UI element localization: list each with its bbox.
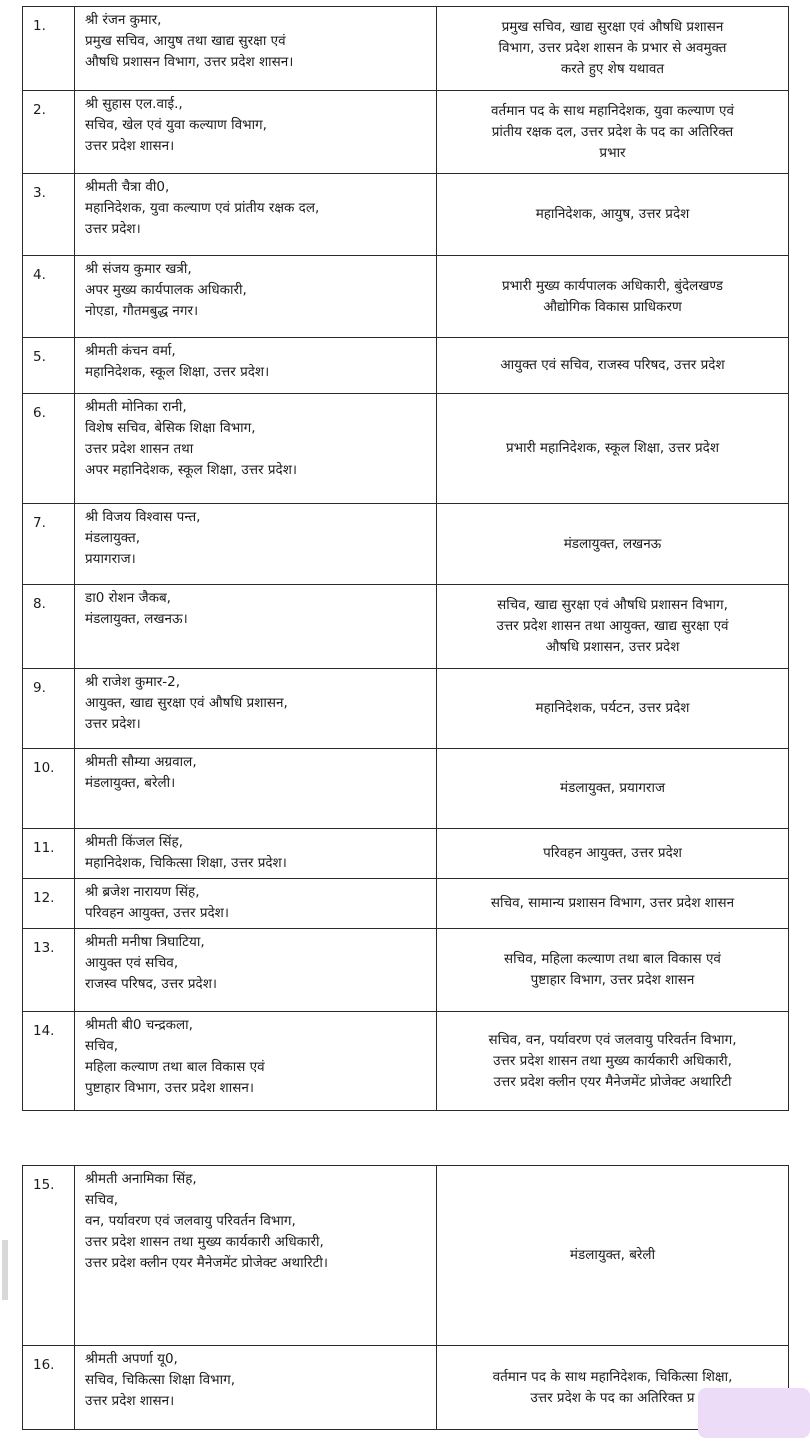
new-post-cell [437, 1012, 789, 1111]
new-post-line: परिवहन आयुक्त, उत्तर प्रदेश [543, 845, 682, 861]
new-post-line: सचिव, महिला कल्याण तथा बाल विकास एवं [504, 951, 721, 967]
current-post-line: श्री संजय कुमार खत्री, [85, 261, 192, 277]
new-post-line: आयुक्त एवं सचिव, राजस्व परिषद, उत्तर प्रदेश [500, 357, 725, 373]
serial-number: 1. [23, 7, 75, 91]
current-post-cell [75, 91, 437, 174]
new-post-cell [437, 1166, 789, 1346]
new-post-cell [437, 174, 789, 256]
new-post-line: उत्तर प्रदेश के पद का अतिरिक्त प्र [530, 1389, 695, 1406]
transfer-table-part-2 [22, 1165, 789, 1430]
current-post-line: अपर महानिदेशक, स्कूल शिक्षा, उत्तर प्रदेश। [85, 462, 298, 478]
serial-number: 11. [23, 829, 75, 879]
current-post-line: अपर मुख्य कार्यपालक अधिकारी, [85, 282, 247, 298]
current-post-line: आयुक्त एवं सचिव, [85, 955, 179, 971]
new-post-line: पुष्टाहार विभाग, उत्तर प्रदेश शासन [530, 972, 695, 988]
serial-number: 5. [23, 338, 75, 394]
current-post-line: डा0 रोशन जैकब, [85, 590, 171, 606]
current-post-cell [75, 394, 437, 504]
table-row [23, 669, 789, 749]
serial-number: 14. [23, 1012, 75, 1111]
current-post-line: श्रीमती मोनिका रानी, [85, 399, 187, 415]
serial-number: 7. [23, 504, 75, 585]
current-post-cell [75, 749, 437, 829]
current-post-cell [75, 1166, 437, 1346]
new-post-line: उत्तर प्रदेश शासन तथा मुख्य कार्यकारी अधिकारी, [493, 1052, 732, 1069]
current-post-cell [75, 7, 437, 91]
current-post-line: उत्तर प्रदेश। [85, 716, 141, 732]
current-post-line: उत्तर प्रदेश शासन। [85, 1393, 175, 1409]
new-post-cell [437, 394, 789, 504]
current-post-line: श्रीमती बी0 चन्द्रकला, [85, 1017, 193, 1033]
current-post-line: श्री सुहास एल.वाई., [85, 96, 183, 112]
page-edge-mark [2, 1240, 8, 1300]
current-post-line: सचिव, [85, 1038, 118, 1054]
new-post-line: उत्तर प्रदेश क्लीन एयर मैनेजमेंट प्रोजेक्ट अथारिटी [493, 1073, 732, 1090]
current-post-line: मंडलायुक्त, बरेली। [85, 775, 176, 791]
table-row [23, 174, 789, 256]
new-post-line: औद्योगिक विकास प्राधिकरण [543, 298, 682, 315]
table-row [23, 504, 789, 585]
current-post-line: उत्तर प्रदेश शासन तथा मुख्य कार्यकारी अधिकारी, [85, 1234, 324, 1250]
serial-number: 6. [23, 394, 75, 504]
table-row [23, 256, 789, 338]
current-post-line: श्री रंजन कुमार, [85, 12, 162, 28]
current-post-cell [75, 1346, 437, 1430]
new-post-line: महानिदेशक, पर्यटन, उत्तर प्रदेश [535, 700, 690, 716]
new-post-line: करते हुए शेष यथावत [560, 61, 665, 77]
current-post-line: परिवहन आयुक्त, उत्तर प्रदेश। [85, 905, 229, 921]
current-post-cell [75, 929, 437, 1012]
new-post-cell [437, 256, 789, 338]
current-post-line: महिला कल्याण तथा बाल विकास एवं [85, 1059, 265, 1075]
new-post-line: वर्तमान पद के साथ महानिदेशक, चिकित्सा शिक्षा, [492, 1368, 733, 1385]
new-post-line: मंडलायुक्त, लखनऊ [563, 535, 662, 552]
table-row [23, 929, 789, 1012]
new-post-line: सचिव, वन, पर्यावरण एवं जलवायु परिवर्तन विभाग, [488, 1031, 737, 1048]
current-post-cell [75, 1012, 437, 1111]
table-row [23, 1346, 789, 1430]
table-row [23, 394, 789, 504]
highlight-smudge [698, 1388, 810, 1438]
current-post-line: प्रयागराज। [85, 551, 136, 567]
current-post-line: उत्तर प्रदेश। [85, 221, 141, 237]
new-post-cell [437, 929, 789, 1012]
serial-number: 2. [23, 91, 75, 174]
new-post-line: विभाग, उत्तर प्रदेश शासन के प्रभार से अवमुक्त [498, 40, 727, 56]
table-row [23, 91, 789, 174]
current-post-line: श्री ब्रजेश नारायण सिंह, [85, 884, 200, 900]
serial-number: 8. [23, 585, 75, 669]
current-post-line: श्रीमती मनीषा त्रिघाटिया, [85, 934, 205, 950]
new-post-line: वर्तमान पद के साथ महानिदेशक, युवा कल्याण एवं [491, 102, 734, 119]
current-post-line: महानिदेशक, स्कूल शिक्षा, उत्तर प्रदेश। [85, 364, 270, 380]
current-post-line: महानिदेशक, चिकित्सा शिक्षा, उत्तर प्रदेश। [85, 855, 287, 871]
current-post-line: सचिव, खेल एवं युवा कल्याण विभाग, [85, 117, 267, 133]
current-post-line: सचिव, [85, 1192, 118, 1208]
new-post-line: प्रभारी मुख्य कार्यपालक अधिकारी, बुंदेलखण्ड [501, 277, 724, 294]
current-post-cell [75, 879, 437, 929]
current-post-cell [75, 585, 437, 669]
new-post-cell [437, 829, 789, 879]
current-post-line: श्रीमती अनामिका सिंह, [85, 1171, 197, 1187]
current-post-line: उत्तर प्रदेश क्लीन एयर मैनेजमेंट प्रोजेक्ट अथारिटी। [85, 1255, 329, 1271]
serial-number: 4. [23, 256, 75, 338]
new-post-line: उत्तर प्रदेश शासन तथा आयुक्त, खाद्य सुरक्षा एवं [496, 618, 729, 634]
new-post-line: सचिव, सामान्य प्रशासन विभाग, उत्तर प्रदेश शासन [490, 895, 735, 911]
table-row [23, 879, 789, 929]
current-post-line: नोएडा, गौतमबुद्ध नगर। [85, 303, 199, 319]
new-post-cell [437, 749, 789, 829]
current-post-line: वन, पर्यावरण एवं जलवायु परिवर्तन विभाग, [85, 1213, 296, 1229]
current-post-line: श्रीमती चैत्रा वी0, [85, 179, 170, 195]
new-post-line: प्रभार [599, 144, 626, 161]
new-post-cell [437, 7, 789, 91]
new-post-cell [437, 585, 789, 669]
new-post-cell [437, 504, 789, 585]
current-post-line: उत्तर प्रदेश शासन तथा [85, 441, 194, 457]
table-row [23, 1012, 789, 1111]
new-post-line: प्रभारी महानिदेशक, स्कूल शिक्षा, उत्तर प्रदेश [505, 440, 720, 456]
table-row [23, 7, 789, 91]
current-post-line: आयुक्त, खाद्य सुरक्षा एवं औषधि प्रशासन, [85, 695, 288, 711]
current-post-line: सचिव, चिकित्सा शिक्षा विभाग, [85, 1372, 236, 1388]
new-post-cell [437, 669, 789, 749]
table-row [23, 749, 789, 829]
serial-number: 10. [23, 749, 75, 829]
current-post-cell [75, 669, 437, 749]
current-post-line: श्रीमती कंचन वर्मा, [85, 343, 176, 359]
new-post-line: मंडलायुक्त, बरेली [569, 1247, 656, 1263]
new-post-line: प्रांतीय रक्षक दल, उत्तर प्रदेश के पद का अतिरिक्त [491, 123, 734, 140]
new-post-line: सचिव, खाद्य सुरक्षा एवं औषधि प्रशासन विभाग, [497, 597, 728, 613]
new-post-cell [437, 91, 789, 174]
current-post-line: श्री विजय विश्वास पन्त, [85, 509, 201, 525]
current-post-line: औषधि प्रशासन विभाग, उत्तर प्रदेश शासन। [85, 54, 294, 70]
serial-number: 9. [23, 669, 75, 749]
current-post-line: विशेष सचिव, बेसिक शिक्षा विभाग, [85, 420, 256, 436]
current-post-line: मंडलायुक्त, लखनऊ। [85, 611, 188, 627]
current-post-line: प्रमुख सचिव, आयुष तथा खाद्य सुरक्षा एवं [85, 33, 286, 49]
serial-number: 15. [23, 1166, 75, 1346]
current-post-line: श्रीमती किंजल सिंह, [85, 834, 184, 850]
transfer-table-part-1 [22, 6, 789, 1111]
new-post-cell [437, 338, 789, 394]
new-post-cell [437, 879, 789, 929]
table-row [23, 1166, 789, 1346]
current-post-line: श्रीमती अपर्णा यू0, [85, 1351, 178, 1367]
new-post-line: मंडलायुक्त, प्रयागराज [560, 780, 665, 796]
current-post-cell [75, 504, 437, 585]
current-post-line: श्रीमती सौम्या अग्रवाल, [85, 754, 197, 770]
current-post-line: महानिदेशक, युवा कल्याण एवं प्रांतीय रक्षक दल, [85, 200, 320, 216]
new-post-line: औषधि प्रशासन, उत्तर प्रदेश [545, 639, 680, 655]
serial-number: 13. [23, 929, 75, 1012]
current-post-cell [75, 256, 437, 338]
current-post-line: मंडलायुक्त, [85, 530, 140, 546]
current-post-line: श्री राजेश कुमार-2, [85, 674, 181, 690]
current-post-line: उत्तर प्रदेश शासन। [85, 138, 175, 154]
current-post-cell [75, 338, 437, 394]
new-post-line: महानिदेशक, आयुष, उत्तर प्रदेश [535, 206, 690, 222]
current-post-line: पुष्टाहार विभाग, उत्तर प्रदेश शासन। [85, 1080, 254, 1096]
current-post-line: राजस्व परिषद, उत्तर प्रदेश। [85, 976, 218, 992]
serial-number: 12. [23, 879, 75, 929]
table-row [23, 585, 789, 669]
current-post-cell [75, 174, 437, 256]
table-row [23, 829, 789, 879]
current-post-cell [75, 829, 437, 879]
new-post-line: प्रमुख सचिव, खाद्य सुरक्षा एवं औषधि प्रशासन [501, 19, 724, 35]
table-row [23, 338, 789, 394]
serial-number: 16. [23, 1346, 75, 1430]
serial-number: 3. [23, 174, 75, 256]
